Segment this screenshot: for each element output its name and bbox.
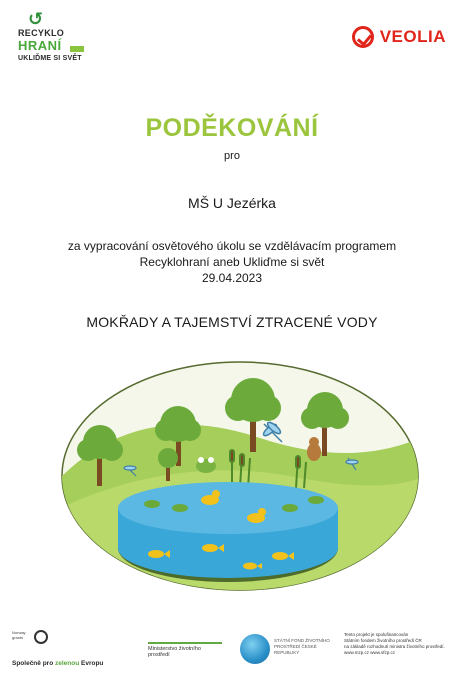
veolia-logo (352, 24, 446, 50)
sfzp-logo: STÁTNÍ FOND ŽIVOTNÍHO PROSTŘEDÍ ČESKÉ REPUBLIKY (240, 634, 336, 670)
recyklohrani-logo (14, 10, 94, 66)
logo-text-line3: UKLIĎME SI SVĚT (18, 55, 82, 62)
program-name: MOKŘADY A TAJEMSTVÍ ZTRACENÉ VODY (86, 314, 378, 330)
logo-tag (70, 46, 84, 52)
pond-illustration (60, 358, 420, 594)
funding-info: Tento projekt je spolufinancován Státním fondem životního prostředí ČR na základě rozhodnutí ministra životního prostředí. www.mzp.cz www.sfzp.cz (344, 632, 445, 655)
recycle-arrow-icon: ↺ (28, 9, 44, 29)
logo-text-line1: RECYKLO (18, 28, 65, 38)
norway-circle-icon (34, 630, 48, 644)
certificate-title: PODĚKOVÁNÍ (145, 114, 319, 142)
norway-grants-logo: Norway grants Společně pro zelenou Evropu (12, 630, 104, 667)
certificate-recipient: MŠ U Jezérka (188, 195, 276, 211)
veolia-mark-icon (352, 26, 374, 48)
ministry-logo: Ministerstvo životního prostředí (148, 642, 222, 658)
footer-logos (0, 624, 464, 674)
certificate-for: pro (224, 150, 240, 162)
frog (196, 457, 216, 473)
certificate-text-line2: Recyklohraní aneb Ukliďme si svět (139, 255, 325, 269)
globe-icon (240, 634, 270, 664)
logo-text-line2: HRANÍ (18, 38, 62, 53)
certificate-date: 29.04.2023 (201, 271, 263, 285)
certificate-text-line1: za vypracování osvětového úkolu se vzdělávacím programem (67, 239, 397, 253)
norway-slogan: Společně pro zelenou Evropu (12, 660, 104, 667)
veolia-wordmark: VEOLIA (379, 27, 446, 46)
